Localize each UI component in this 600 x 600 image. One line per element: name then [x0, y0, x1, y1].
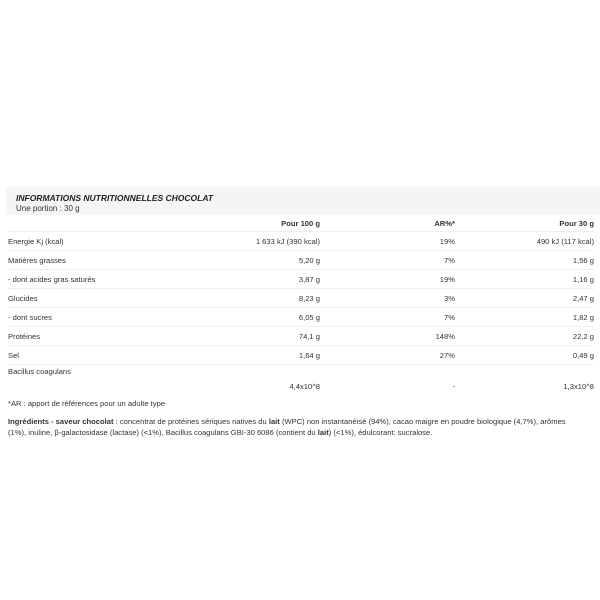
- nutrient-name: Energie Kj (kcal): [8, 232, 198, 251]
- nutrition-panel: [6, 187, 600, 438]
- table-row: [8, 308, 594, 327]
- value-per-30g: 1,3x10^8: [455, 365, 594, 394]
- nutrient-name: Sel: [8, 346, 198, 365]
- nutrition-title: INFORMATIONS NUTRITIONNELLES CHOCOLAT: [16, 193, 214, 203]
- ingredients-text: [8, 416, 568, 438]
- value-per-30g: 1,56 g: [455, 251, 594, 270]
- ingredients-label: Ingrédients - saveur chocolat: [8, 417, 114, 426]
- ar-footnote: *AR : apport de références pour un adulte type: [8, 399, 166, 408]
- table-row: [8, 289, 594, 308]
- value-per-30g: 490 kJ (117 kcal): [455, 232, 594, 251]
- table-header-row: [8, 215, 594, 232]
- value-per-30g: 1,82 g: [455, 308, 594, 327]
- value-per-100g: 1 633 kJ (390 kcal): [198, 232, 320, 251]
- value-per-30g: 1,16 g: [455, 270, 594, 289]
- value-ar: 19%: [320, 232, 455, 251]
- nutrient-name: - dont acides gras saturés: [8, 270, 198, 289]
- header-per-30g: Pour 30 g: [455, 215, 594, 232]
- value-ar: 19%: [320, 270, 455, 289]
- value-per-100g: 3,87 g: [198, 270, 320, 289]
- value-ar: 7%: [320, 308, 455, 327]
- value-ar: 148%: [320, 327, 455, 346]
- nutrient-name: Glucides: [8, 289, 198, 308]
- table-row: [8, 270, 594, 289]
- value-per-30g: 2,47 g: [455, 289, 594, 308]
- table-row: [8, 327, 594, 346]
- value-per-100g: 4,4x10^8: [198, 365, 320, 394]
- value-per-30g: 22,2 g: [455, 327, 594, 346]
- table-row: [8, 346, 594, 365]
- nutrient-name: Bacillus coagulans: [8, 365, 198, 394]
- table-row: [8, 251, 594, 270]
- header-ar-percent: AR%*: [320, 215, 455, 232]
- value-per-100g: 74,1 g: [198, 327, 320, 346]
- table-row: [8, 365, 594, 394]
- nutrient-name: Protéines: [8, 327, 198, 346]
- value-per-100g: 1,64 g: [198, 346, 320, 365]
- value-ar: 7%: [320, 251, 455, 270]
- nutrition-table: [8, 215, 594, 393]
- header-nutrient: [8, 215, 198, 232]
- table-row: [8, 232, 594, 251]
- ingredients-part-1: : concentrat de protéines sériques natives du: [113, 417, 269, 426]
- value-ar: 27%: [320, 346, 455, 365]
- ingredients-part-2: (WPC) non instantanéisé (94%), cacao maigre en poudre biologique (4,7%), arômes (1%), inuline, β-galactosidase (lactase) (<1%), Bacillus coagulans GBI-30 6086 (contient du: [8, 417, 566, 437]
- allergen-milk: lait: [268, 417, 280, 426]
- value-per-100g: 6,05 g: [198, 308, 320, 327]
- ingredients-part-3: ) (<1%), édulcorant: sucralose.: [328, 428, 433, 437]
- value-per-100g: 5,20 g: [198, 251, 320, 270]
- value-ar: 3%: [320, 289, 455, 308]
- portion-size: Une portion : 30 g: [16, 204, 80, 213]
- nutrition-header-box: [6, 187, 600, 215]
- nutrient-name: Matières grasses: [8, 251, 198, 270]
- value-ar: -: [320, 365, 455, 394]
- value-per-30g: 0,49 g: [455, 346, 594, 365]
- nutrient-name: - dont sucres: [8, 308, 198, 327]
- value-per-100g: 8,23 g: [198, 289, 320, 308]
- allergen-milk: lait: [317, 428, 329, 437]
- header-per-100g: Pour 100 g: [198, 215, 320, 232]
